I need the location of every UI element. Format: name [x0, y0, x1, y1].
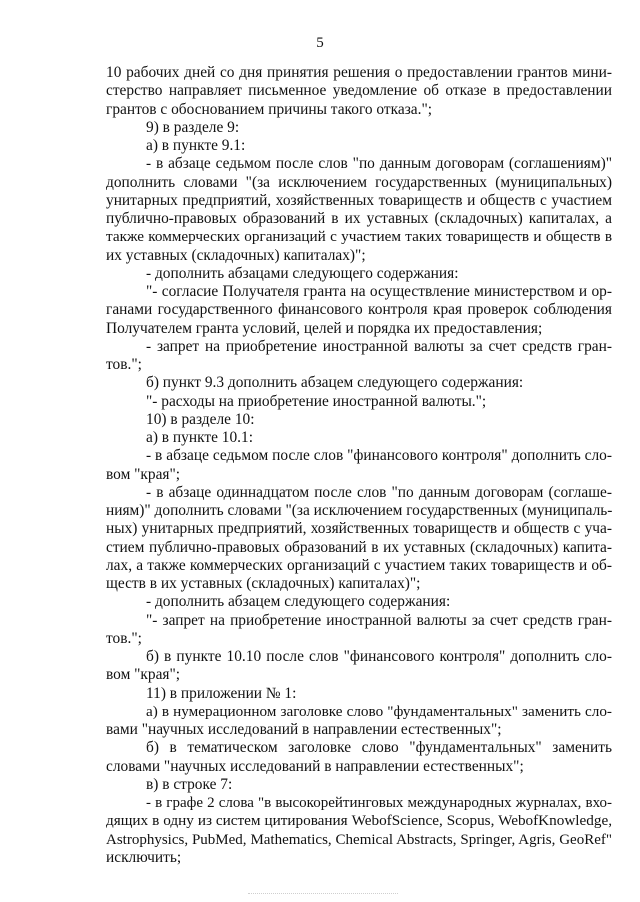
document-line: публично-правовых образований в их уставных (складочных) капиталах, а: [106, 210, 612, 227]
document-line: унитарных предприятий, хозяйственных товариществ и обществ с участием: [106, 191, 612, 209]
document-line: ществ в их уставных (складочных) капиталах)";: [106, 575, 421, 592]
document-line: вом "края";: [106, 666, 181, 684]
document-line: - в абзаце седьмом после слов "по данным договорам (соглашениям)": [146, 155, 612, 173]
document-line: б) в пункте 10.10 после слов "финансового контроля" дополнить сло-: [146, 648, 612, 665]
document-line: стерство направляет письменное уведомление об отказе в предоставлении: [106, 82, 612, 100]
document-line: исключить;: [106, 848, 182, 866]
document-line: стием публично-правовых образований в их уставных (складочных) капита-: [106, 538, 612, 556]
document-line: их уставных (складочных) капиталах)";: [106, 246, 366, 264]
document-line: - запрет на приобретение иностранной валюты за счет средств гран-: [146, 337, 612, 355]
document-line: грантов с обоснованием причины такого отказа.";: [106, 100, 433, 118]
document-line: вами "научных исследований в направлении естественных";: [106, 721, 502, 738]
document-line: Astrophysics, PubMed, Mathematics, Chemical Abstracts, Springer, Agris, GeoRef": [106, 831, 612, 848]
document-line: - в графе 2 слова "в высокорейтинговых международных журналах, вхо-: [146, 795, 612, 811]
document-line: 10) в разделе 10:: [146, 410, 255, 428]
document-line: вом "края";: [106, 465, 181, 483]
document-line: "- запрет на приобретение иностранной валюты за счет средств гран-: [146, 611, 612, 629]
document-line: лах, а также коммерческих организаций с участием таких товариществ и об-: [106, 556, 612, 574]
document-line: - дополнить абзацем следующего содержания:: [146, 593, 451, 611]
document-line: ных) унитарных предприятий, хозяйственных товариществ и обществ с уча-: [106, 520, 612, 538]
document-line: - в абзаце одиннадцатом после слов "по данным договорам (соглаше-: [146, 483, 612, 501]
page-number: 5: [316, 35, 324, 51]
document-line: "- согласие Получателя гранта на осуществление министерством и ор-: [146, 283, 612, 300]
document-line: ганами государственного финансового контроля края проверок соблюдения: [106, 301, 612, 319]
document-line: б) пункт 9.3 дополнить абзацем следующего содержания:: [146, 374, 524, 392]
document-line: тов.";: [106, 629, 142, 647]
document-line: а) в пункте 9.1:: [146, 137, 246, 154]
document-line: "- расходы на приобретение иностранной валюты.";: [146, 392, 487, 410]
document-line: б) в тематическом заголовке слово "фундаментальных" заменить: [146, 739, 612, 757]
scan-artifact-line: [248, 893, 398, 895]
document-line: также коммерческих организаций с участием таких товариществ и обществ в: [106, 228, 612, 246]
document-line: 10 рабочих дней со дня принятия решения о предоставлении грантов мини-: [106, 64, 612, 81]
document-body: [106, 64, 612, 867]
document-line: в) в строке 7:: [146, 775, 233, 793]
document-line: - дополнить абзацами следующего содержания:: [146, 264, 459, 282]
document-line: дящих в одну из систем цитирования WebofScience, Scopus, WebofKnowledge,: [106, 812, 612, 830]
document-line: - в абзаце седьмом после слов "финансового контроля" дополнить сло-: [146, 447, 612, 465]
document-line: тов.";: [106, 356, 142, 373]
document-line: словами "научных исследований в направлении естественных";: [106, 757, 524, 775]
document-line: дополнить словами "(за исключением государственных (муниципальных): [106, 173, 612, 191]
document-line: 9) в разделе 9:: [146, 118, 240, 136]
document-line: а) в нумерационном заголовке слово "фундаментальных" заменить сло-: [146, 702, 612, 720]
document-line: Получателем гранта условий, целей и порядка их предоставления;: [106, 319, 543, 337]
document-line: 11) в приложении № 1:: [146, 684, 297, 702]
document-line: ниям)" дополнить словами "(за исключением государственных (муниципаль-: [106, 502, 613, 519]
document-line: а) в пункте 10.1:: [146, 429, 253, 446]
